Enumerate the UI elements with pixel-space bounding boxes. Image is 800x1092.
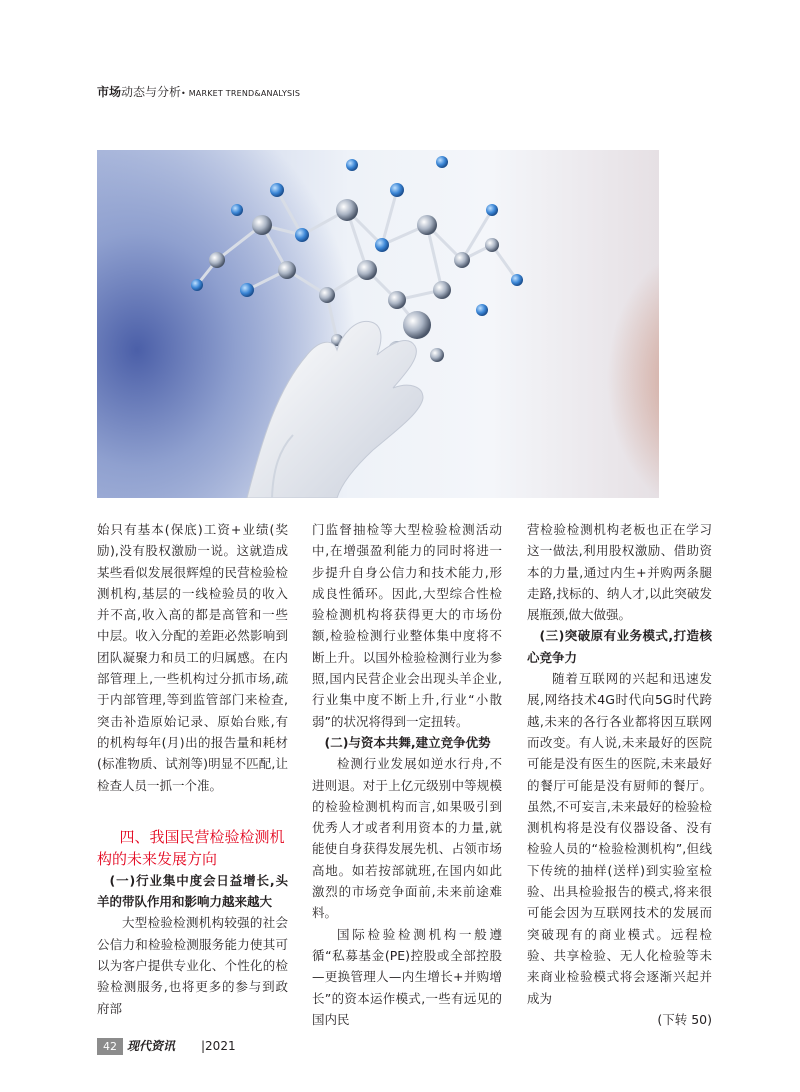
year: 2021 <box>205 1039 236 1053</box>
paragraph: 检测行业发展如逆水行舟,不进则退。对于上亿元级别中等规模的检验检测机构而言,如果吸引到优秀人才或者利用资本的力量,就能使自身获得发展先机、占领市场高地。如若按部就班,在国内如此激烈的市场竞争面前,未来前途难料。 <box>312 756 502 921</box>
molecule-and-gloved-hand-photo <box>97 150 659 498</box>
paragraph: 门监督抽检等大型检验检测活动中,在增强盈利能力的同时将进一步提升自身公信力和技术能力,形成良性循环。因此,大型综合性检验检测机构将获得更大的市场份额,检验检测行业整体集中度将不断上升。以国外检验检测行业为参照,国内民营企业会出现头羊企业,行业集中度不断上升,行业“小散弱”的状况将得到一定扭转。 <box>312 522 502 729</box>
magazine-logo: 现代资讯 <box>127 1039 176 1053</box>
section-title-rest: 动态与分析 <box>121 85 182 99</box>
text-column-2 <box>312 519 502 1030</box>
paragraph: 营检验检测机构老板也正在学习这一做法,利用股权激励、借助资本的力量,通过内生+并购两条腿走路,找标的、纳人才,以此突破发展瓶颈,做大做强。 <box>527 522 712 623</box>
paragraph: 始只有基本(保底)工资+业绩(奖励),没有股权激励一说。这就造成某些看似发展很辉煌的民营检验检测机构,基层的一线检验员的收入并不高,收入高的都是高管和一些中层。收入分配的差距必然影响到团队凝聚力和员工的归属感。在内部管理上,一些机构过分抓市场,疏于内部管理,等到监管部门来检查,突击补造原始记录、原始台账,有的机构每年(月)出的报告量和耗材(标准物质、试剂等)明显不匹配,让检查人员一抓一个准。 <box>97 522 288 793</box>
molecule-photo-illustration <box>97 150 659 498</box>
footer-year <box>201 1038 236 1055</box>
text-column-1 <box>97 519 288 1019</box>
continued-note: (下转 50) <box>657 1011 712 1027</box>
section-heading-line-2: 构的未来发展方向 <box>97 849 218 868</box>
page-number: 42 <box>97 1038 123 1055</box>
footer-separator: | <box>201 1039 206 1053</box>
paragraph: 国际检验检测机构一般遵循“私募基金(PE)控股或全部控股—更换管理人—内生增长+并购增长”的资本运作模式,一些有远见的国内民 <box>312 926 502 1027</box>
section-title-bold: 市场 <box>97 85 122 99</box>
text-column-3 <box>527 519 712 1030</box>
paragraph: 大型检验检测机构较强的社会公信力和检验检测服务能力使其可以为客户提供专业化、个性化的检验检测服务,也将更多的参与到政府部 <box>97 915 288 1016</box>
section-heading-line-1: 四、我国民营检验检测机 <box>119 827 285 846</box>
paragraph: 随着互联网的兴起和迅速发展,网络技术4G时代向5G时代跨越,未来的各行各业都将因互联网而改变。有人说,未来最好的医院可能是没有医生的医院,未来最好的餐厅可能是没有厨师的餐厅。虽然,不可妄言,未来最好的检验检测机构将是没有仪器设备、没有检验人员的“检验检测机构”,但线下传统的抽样(送样)到实验室检验、出具检验报告的模式,将来很可能会因为互联网技术的发展而突破现有的商业模式。远程检验、共享检验、无人化检验等未来商业检验模式将会逐渐兴起并成为 <box>527 671 712 1006</box>
subheading: (一)行业集中度会日益增长,头羊的带队作用和影响力越来越大 <box>97 872 288 910</box>
subheading: (二)与资本共舞,建立竞争优势 <box>324 734 491 750</box>
section-heading <box>97 826 288 870</box>
section-title-english: • MARKET TREND&ANALYSIS <box>181 89 301 98</box>
subheading: (三)突破原有业务模式,打造核心竞争力 <box>527 628 712 665</box>
section-header <box>97 83 300 100</box>
